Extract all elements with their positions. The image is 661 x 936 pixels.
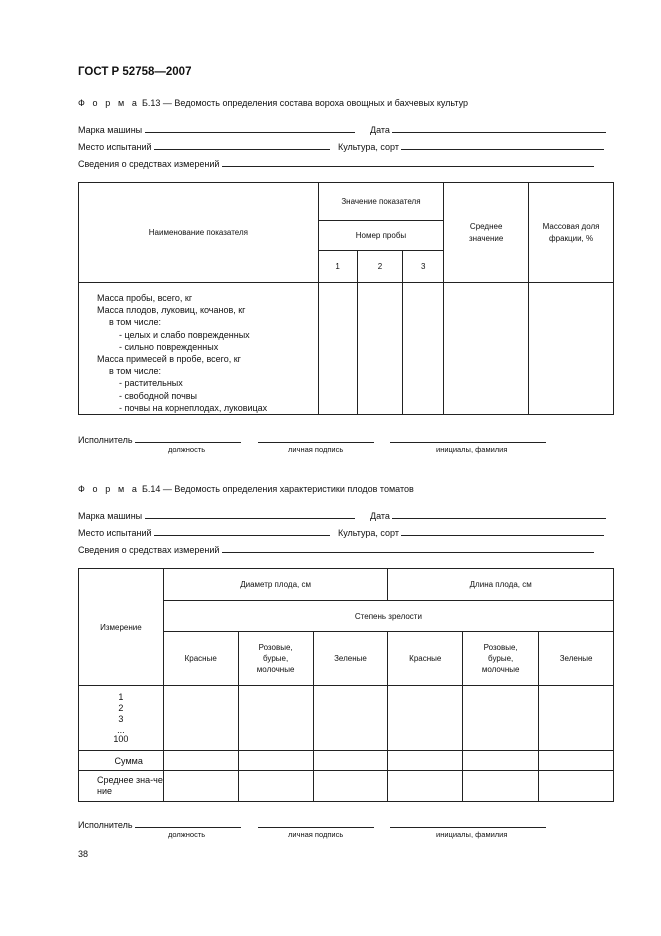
form14-ripeness-2: Розовые, бурые, молочные [238, 632, 313, 686]
standard-header: ГОСТ Р 52758—2007 [78, 66, 192, 78]
list-item: 100 [113, 733, 129, 744]
form14-ripeness-4: Красные [388, 632, 463, 686]
form13-place-label: Место испытаний [78, 142, 152, 152]
form14-ripeness-5: Розовые, бурые, молочные [463, 632, 539, 686]
form14-place-label: Место испытаний [78, 528, 152, 538]
form13-col-value: Значение показателя [318, 183, 444, 221]
form13-col-sample: Номер пробы [318, 221, 444, 251]
form13-sample-1: 1 [318, 251, 357, 283]
list-item: - сильно поврежденных [119, 341, 219, 352]
form14-ripeness-1: Красные [163, 632, 238, 686]
form14-instruments-label: Сведения о средствах измерений [78, 545, 220, 555]
list-item: 1 [118, 692, 124, 702]
form13-title: Б.13 — Ведомость определения состава вороха овощных и бахчевых культур [141, 98, 469, 108]
form13-caption-sign: личная подпись [288, 445, 344, 454]
form14-machine-line[interactable] [145, 509, 355, 519]
form14-instruments-line[interactable] [222, 543, 594, 553]
form13-field-instruments [78, 157, 594, 169]
form13-cell-sample3[interactable] [403, 283, 444, 415]
form13-col-mass-fraction: Массовая доля фракции, % [529, 183, 614, 283]
form14-caption-sign: личная подпись [288, 830, 344, 839]
list-item: в том числе: [109, 317, 161, 328]
form13-machine-label: Марка машины [78, 125, 143, 135]
form13-caption-position: должность [168, 445, 206, 454]
list-item: - целых и слабо поврежденных [119, 329, 250, 340]
form14-place-line[interactable] [154, 526, 330, 536]
form13-date-label: Дата [370, 125, 390, 135]
form14-culture-line[interactable] [401, 526, 604, 536]
form14-cell[interactable] [313, 686, 388, 751]
form13-executor-label: Исполнитель [78, 435, 133, 445]
form13-col-name: Наименование показателя [79, 183, 319, 283]
form13-title-line [78, 98, 468, 108]
form14-field-date [370, 509, 606, 521]
form14-sign-line[interactable] [258, 818, 374, 828]
list-item: - растительных [119, 378, 183, 389]
form13-place-line[interactable] [154, 140, 330, 150]
form14-executor-label: Исполнитель [78, 820, 133, 830]
form13-instruments-label: Сведения о средствах измерений [78, 159, 220, 169]
list-item: в том числе: [109, 366, 161, 377]
form14-ripeness-6: Зеленые [539, 632, 614, 686]
form14-cell[interactable] [163, 686, 238, 751]
form13-culture-line[interactable] [401, 140, 604, 150]
form13-field-machine [78, 123, 355, 135]
form14-cell[interactable] [163, 771, 238, 802]
form13-field-place [78, 140, 330, 152]
form14-cell[interactable] [463, 771, 539, 802]
form14-row-average: Среднее зна-чение [79, 771, 164, 802]
form14-label: Ф о р м а [78, 484, 140, 494]
form13-field-date [370, 123, 606, 135]
form14-cell[interactable] [539, 751, 614, 771]
form13-label: Ф о р м а [78, 98, 140, 108]
form13-sample-2: 2 [357, 251, 403, 283]
form13-name-line[interactable] [390, 433, 546, 443]
list-item: - почвы на корнеплодах, луковицах [119, 402, 268, 413]
form14-machine-label: Марка машины [78, 511, 143, 521]
form13-culture-label: Культура, сорт [338, 142, 399, 152]
form14-table [78, 568, 614, 802]
form14-cell[interactable] [313, 751, 388, 771]
form14-field-machine [78, 509, 355, 521]
list-item: Масса плодов, луковиц, кочанов, кг [97, 305, 246, 316]
form14-cell[interactable] [238, 751, 313, 771]
form14-cell[interactable] [463, 751, 539, 771]
form13-row-labels [79, 283, 319, 415]
form14-title-line [78, 484, 414, 494]
form14-measurements [79, 686, 164, 751]
form13-machine-line[interactable] [145, 123, 355, 133]
form14-col-length: Длина плода, см [388, 569, 614, 601]
form14-cell[interactable] [163, 751, 238, 771]
form14-cell[interactable] [539, 686, 614, 751]
form14-col-ripeness: Степень зрелости [163, 601, 613, 632]
form13-position-line[interactable] [135, 433, 241, 443]
form14-position-line[interactable] [135, 818, 241, 828]
list-item: 2 [118, 703, 124, 714]
form13-instruments-line[interactable] [222, 157, 594, 167]
form14-signature-row [78, 818, 546, 830]
form14-field-culture [338, 526, 604, 538]
form14-cell[interactable] [238, 771, 313, 802]
list-item: Масса примесей в пробе, всего, кг [97, 354, 241, 365]
form14-cell[interactable] [539, 771, 614, 802]
form13-signature-row [78, 433, 546, 445]
form13-field-culture [338, 140, 604, 152]
page-number: 38 [78, 849, 89, 859]
form14-ripeness-3: Зеленые [313, 632, 388, 686]
form14-cell[interactable] [313, 771, 388, 802]
form13-sign-line[interactable] [258, 433, 374, 443]
form13-cell-sample1[interactable] [318, 283, 357, 415]
form13-col-average: Среднее значение [444, 183, 529, 283]
form13-cell-average[interactable] [444, 283, 529, 415]
form14-cell[interactable] [463, 686, 539, 751]
form14-cell[interactable] [388, 771, 463, 802]
form14-col-diameter: Диаметр плода, см [163, 569, 388, 601]
form14-row-sum: Сумма [79, 751, 164, 771]
form13-date-line[interactable] [392, 123, 606, 133]
form13-caption-name: инициалы, фамилия [436, 445, 508, 454]
form14-caption-name: инициалы, фамилия [436, 830, 508, 839]
list-item: - свободной почвы [119, 390, 198, 401]
form14-cell[interactable] [388, 686, 463, 751]
form14-date-label: Дата [370, 511, 390, 521]
form14-col-measure: Измерение [79, 569, 164, 686]
list-item: 3 [118, 714, 124, 725]
form13-cell-sample2[interactable] [357, 283, 403, 415]
form14-cell[interactable] [388, 751, 463, 771]
form14-field-instruments [78, 543, 594, 555]
form14-name-line[interactable] [390, 818, 546, 828]
form14-field-place [78, 526, 330, 538]
list-item: ... [117, 724, 125, 735]
form13-sample-3: 3 [403, 251, 444, 283]
form14-caption-position: должность [168, 830, 206, 839]
form14-cell[interactable] [238, 686, 313, 751]
form14-title: Б.14 — Ведомость определения характеристики плодов томатов [141, 484, 414, 494]
list-item: Масса пробы, всего, кг [97, 293, 193, 303]
form14-culture-label: Культура, сорт [338, 528, 399, 538]
form13-cell-mass-fraction[interactable] [529, 283, 614, 415]
form14-date-line[interactable] [392, 509, 606, 519]
form13-table [78, 182, 614, 415]
